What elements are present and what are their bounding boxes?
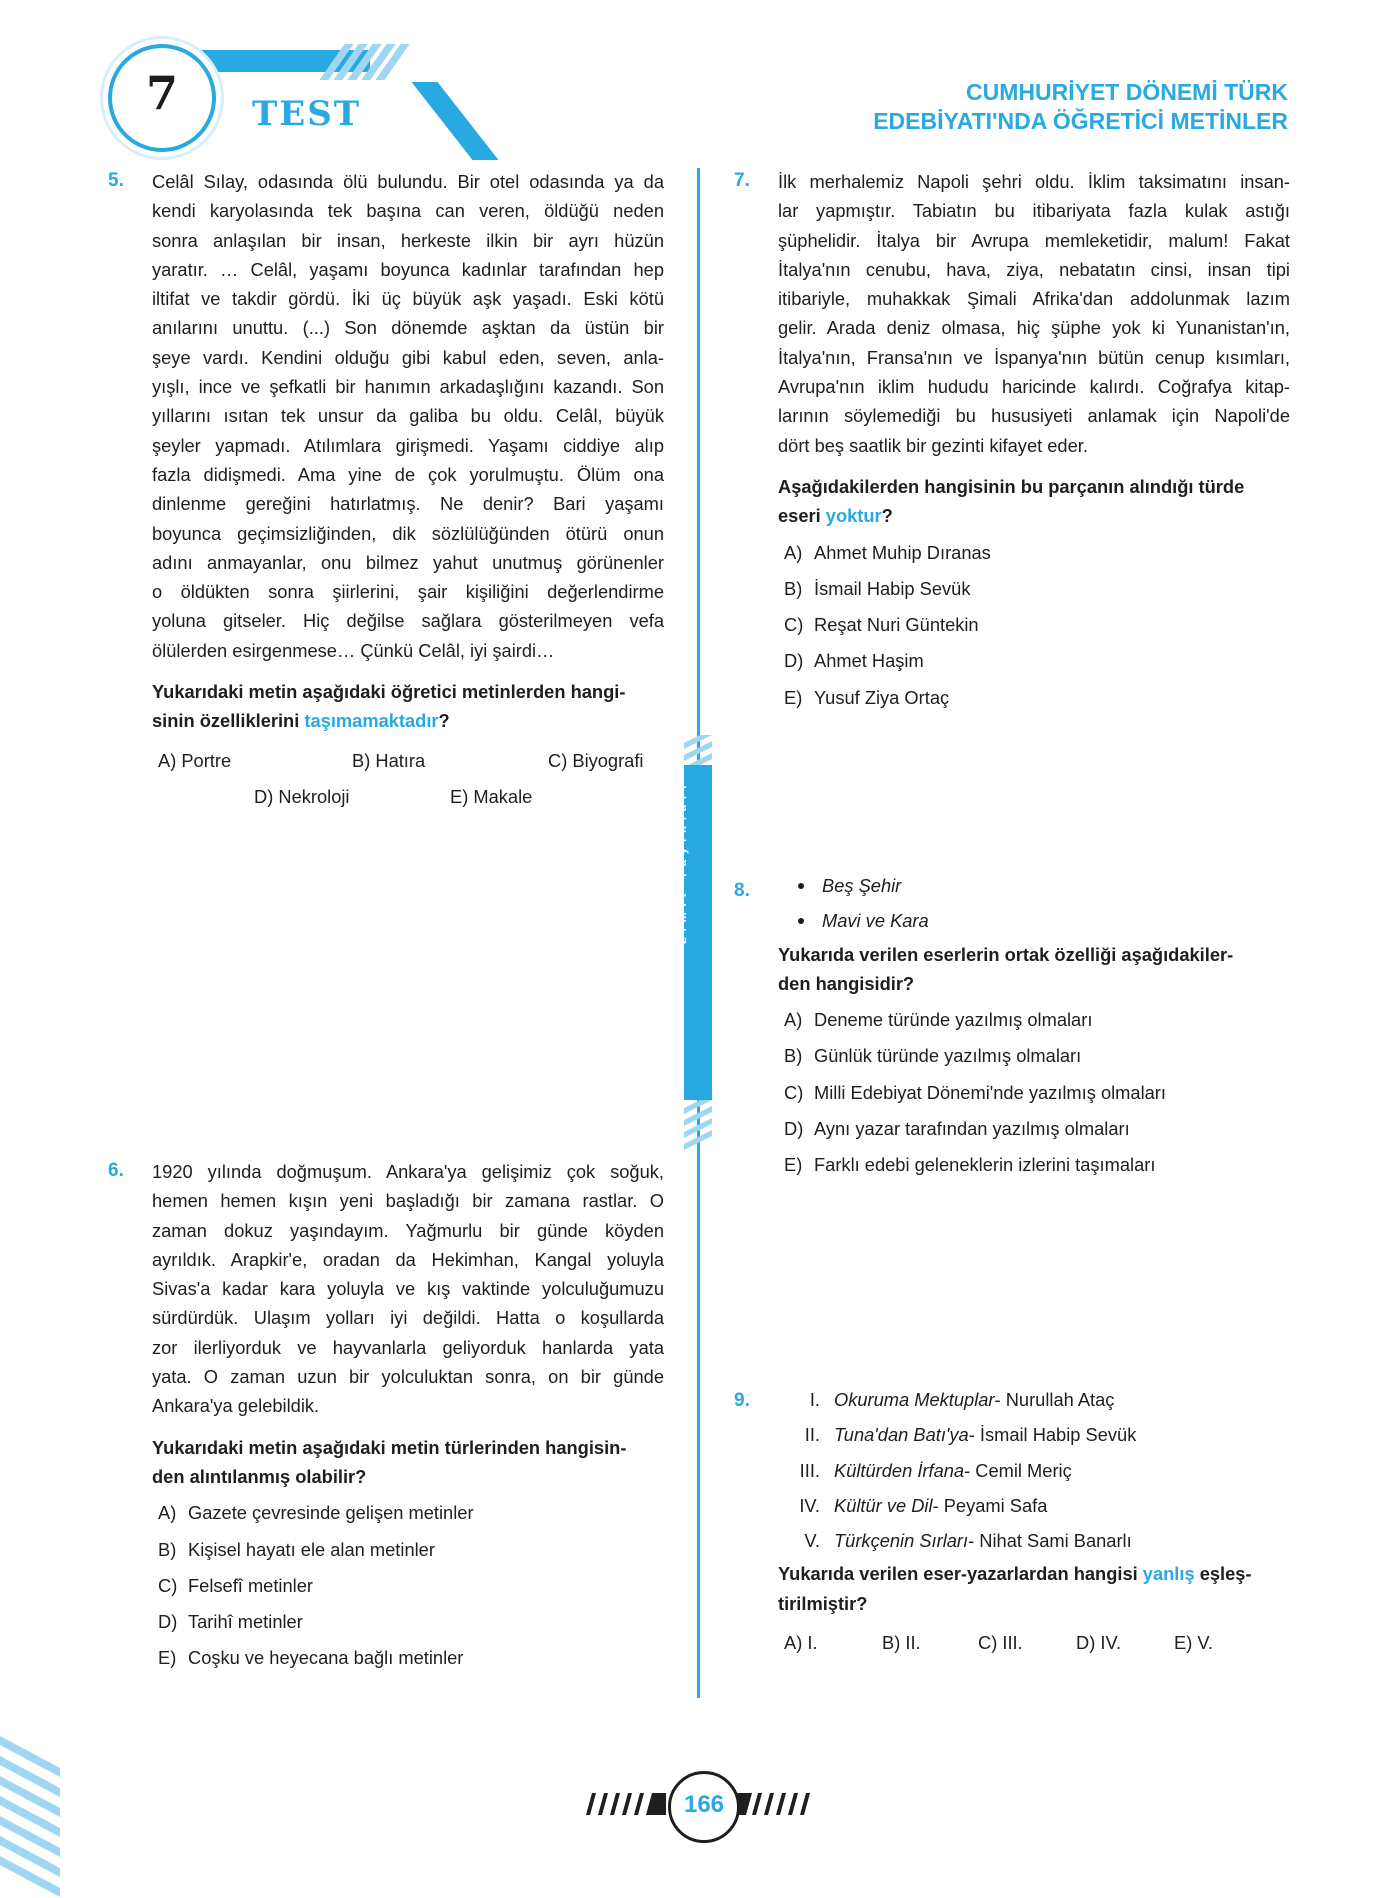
passage-line: İtalya'nın cenubu, hava, ziya, nebatatın cinsi, insan tipi bbox=[778, 258, 1290, 280]
stem-line bbox=[778, 1559, 1290, 1588]
match-item bbox=[778, 1456, 1290, 1485]
page-number-badge bbox=[668, 1771, 740, 1843]
question-5 bbox=[152, 167, 664, 816]
passage-line: yoluna gitseler. Hiç değilse sağlara gösterilmeyen vefa bbox=[152, 610, 664, 632]
passage-line: fazla didişmedi. Ama yine de çok yorulmuştu. Ölüm ona bbox=[152, 463, 664, 485]
option-letter: C) bbox=[158, 1574, 178, 1596]
work-title: Okuruma Mektuplar bbox=[834, 1389, 995, 1410]
work-title: Kültür ve Dil bbox=[834, 1494, 933, 1516]
stem-highlight: taşımamaktadır bbox=[304, 710, 439, 732]
passage-line: sürdürdük. Ulaşım yolları iyi değildi. Hatta o koşullarda bbox=[152, 1307, 664, 1329]
answer-option[interactable]: E) Makale bbox=[450, 785, 533, 807]
passage-line: yata. O zaman uzun bir yolculuktan sonra, on bir günde bbox=[152, 1366, 664, 1388]
question-5-stem bbox=[152, 677, 664, 736]
roman-numeral: IV. bbox=[799, 1494, 820, 1516]
answer-option[interactable] bbox=[778, 683, 1290, 712]
answer-option[interactable] bbox=[152, 1607, 664, 1636]
passage-line: larının söylemediği bu hususiyeti anlamak için Napoli'de bbox=[778, 405, 1290, 427]
author-name: - Peyami Safa bbox=[932, 1494, 1048, 1516]
passage-line: kendi karyolasında tek başına can veren, öldüğü neden bbox=[152, 200, 664, 222]
option-text: Tarihî metinler bbox=[188, 1611, 303, 1633]
question-6-passage bbox=[152, 1157, 664, 1421]
answer-option[interactable] bbox=[152, 1643, 664, 1672]
bullet-item bbox=[778, 871, 1290, 900]
question-9 bbox=[778, 1385, 1290, 1664]
stem-line bbox=[152, 706, 664, 735]
option-letter: E) bbox=[784, 1154, 803, 1176]
question-8-stem bbox=[778, 940, 1290, 999]
test-number-badge bbox=[108, 44, 216, 152]
answer-option[interactable] bbox=[778, 646, 1290, 675]
answer-option[interactable] bbox=[152, 1535, 664, 1564]
option-text: Ahmet Haşim bbox=[814, 650, 924, 672]
match-item bbox=[778, 1420, 1290, 1449]
question-5-passage bbox=[152, 167, 664, 665]
question-6 bbox=[152, 1157, 664, 1673]
passage-line: şeye vardı. Kendini olduğu gibi kabul eden, seven, anla- bbox=[152, 346, 664, 368]
passage-line: yaratır. … Celâl, yaşamı boyunca kadınlar tarafından hep bbox=[152, 258, 664, 280]
roman-numeral: III. bbox=[799, 1459, 820, 1481]
header-diagonal-bar bbox=[412, 82, 499, 160]
option-letter: A) bbox=[784, 1009, 803, 1031]
match-item bbox=[778, 1385, 1290, 1414]
question-number: 6. bbox=[108, 1160, 124, 1181]
option-letter: E) bbox=[784, 686, 803, 708]
passage-line: hemen hemen kışın yeni başladığı bir zamana rastlar. O bbox=[152, 1190, 664, 1212]
answer-option[interactable] bbox=[152, 1498, 664, 1527]
stem-text: eseri bbox=[778, 505, 826, 527]
passage-line: yışlı, ince ve şefkatli bir hanımın arkadaşlığını kazandı. Son bbox=[152, 376, 664, 398]
work-title: Kültürden İrfana bbox=[834, 1459, 965, 1481]
work-title: Türkçenin Sırları bbox=[834, 1530, 969, 1552]
stem-line: den alıntılanmış olabilir? bbox=[152, 1465, 367, 1487]
option-text: Felsefî metinler bbox=[188, 1574, 313, 1596]
option-letter: C) bbox=[784, 1081, 804, 1103]
stem-text: sinin özelliklerini bbox=[152, 710, 305, 732]
stem-highlight: yanlış bbox=[1142, 1563, 1195, 1585]
passage-line: şeyler yapmadı. Atılımlara girişmedi. Yaşamı ciddiye alıp bbox=[152, 434, 664, 456]
passage-line: anılarını unuttu. (...) Son dönemde aşktan da üstün bir bbox=[152, 317, 664, 339]
option-text: Farklı edebi geleneklerin izlerini taşımaları bbox=[814, 1154, 1156, 1176]
option-text: Gazete çevresinde gelişen metinler bbox=[188, 1502, 474, 1524]
bullet-text: Beş Şehir bbox=[822, 875, 902, 896]
page-number: 166 bbox=[683, 1791, 725, 1818]
stem-highlight: yoktur bbox=[825, 505, 882, 527]
question-7 bbox=[778, 167, 1290, 712]
author-name: - İsmail Habip Sevük bbox=[968, 1424, 1137, 1446]
side-stripes bbox=[684, 1100, 712, 1155]
question-6-stem bbox=[152, 1433, 664, 1492]
passage-line: İlk merhalemiz Napoli şehri oldu. İklim taksimatını insan- bbox=[778, 171, 1290, 192]
option-letter: D) bbox=[158, 1611, 178, 1633]
passage-line: zaman dokuz yaşındayım. Yağmurlu bir günde köyden bbox=[152, 1219, 664, 1241]
passage-line: ayrıldık. Arapkir'e, oradan da Hekimhan, Kangal yoluyla bbox=[152, 1248, 664, 1270]
question-number: 7. bbox=[734, 170, 750, 191]
passage-line: zor ilerliyorduk ve hayvanlarla geliyorduk hanlarda yata bbox=[152, 1336, 664, 1358]
stem-text: eşleş- bbox=[1194, 1563, 1252, 1585]
answer-option[interactable]: D) IV. bbox=[1076, 1632, 1122, 1654]
stem-line: tirilmiştir? bbox=[778, 1592, 868, 1614]
option-letter: D) bbox=[784, 1118, 804, 1140]
author-name: - Nihat Sami Banarlı bbox=[968, 1530, 1132, 1552]
option-letter: B) bbox=[158, 1538, 177, 1560]
passage-line: boyunca geçimsizliğinden, dik sözlülüğünden ötürü onun bbox=[152, 522, 664, 544]
answer-option[interactable] bbox=[778, 538, 1290, 567]
answer-option[interactable]: A) Portre bbox=[158, 749, 232, 771]
question-5-options bbox=[152, 746, 664, 816]
question-number: 8. bbox=[734, 880, 750, 901]
question-7-stem bbox=[778, 472, 1290, 531]
bullet-dot bbox=[798, 918, 804, 924]
page-title bbox=[873, 78, 1288, 136]
test-label: TEST bbox=[252, 94, 362, 134]
option-text: Ahmet Muhip Dıranas bbox=[814, 541, 991, 563]
test-number: 7 bbox=[145, 66, 178, 120]
option-text: Milli Edebiyat Dönemi'nde yazılmış olmaları bbox=[814, 1081, 1166, 1103]
stem-text: ? bbox=[438, 710, 450, 732]
answer-option[interactable] bbox=[778, 1041, 1290, 1070]
passage-line: Ankara'ya gelebildik. bbox=[152, 1395, 320, 1417]
stem-line: den hangisidir? bbox=[778, 972, 915, 994]
passage-line: Avrupa'nın iklim hududu haricinde kalırdı. Coğrafya kitap- bbox=[778, 376, 1290, 398]
author-name: - Nurullah Ataç bbox=[994, 1389, 1115, 1410]
answer-option[interactable]: C) Biyografi bbox=[548, 749, 644, 771]
bullet-dot bbox=[798, 883, 804, 889]
option-letter: B) bbox=[784, 1045, 803, 1067]
answer-option[interactable]: B) Hatıra bbox=[352, 749, 426, 771]
answer-option[interactable] bbox=[778, 574, 1290, 603]
passage-line: şüphelidir. İtalya bir Avrupa memleketidir, malum! Fakat bbox=[778, 229, 1290, 251]
option-text: Kişisel hayatı ele alan metinler bbox=[188, 1538, 435, 1560]
answer-option[interactable] bbox=[778, 1150, 1290, 1179]
roman-numeral: I. bbox=[809, 1389, 820, 1410]
passage-line: yıllarını ısıtan tek unsur da galiba bu oldu. Celâl, büyük bbox=[152, 405, 664, 427]
question-9-items bbox=[778, 1385, 1290, 1555]
passage-line: ölülerden esirgenmese… Çünkü Celâl, iyi şairdi… bbox=[152, 639, 555, 661]
question-9-options bbox=[778, 1628, 1290, 1664]
answer-option[interactable]: D) Nekroloji bbox=[254, 785, 350, 807]
question-6-options bbox=[152, 1498, 664, 1672]
option-text: Deneme türünde yazılmış olmaları bbox=[814, 1009, 1093, 1031]
roman-numeral: V. bbox=[804, 1530, 820, 1552]
passage-line: adını anmayanlar, onu bilmez yahut unutmuş görünenler bbox=[152, 551, 664, 573]
option-text: Günlük türünde yazılmış olmaları bbox=[814, 1045, 1082, 1067]
passage-line: 1920 yılında doğmuşum. Ankara'ya gelişimiz çok soğuk, bbox=[152, 1161, 664, 1182]
match-item bbox=[778, 1526, 1290, 1555]
answer-option[interactable]: B) II. bbox=[882, 1632, 921, 1654]
passage-line: Celâl Sılay, odasında ölü bulundu. Bir otel odasında ya da bbox=[152, 171, 664, 192]
answer-option[interactable] bbox=[778, 1005, 1290, 1034]
passage-line: Sivas'a kadar kara yoluyla ve kış vaktinde yolculuğumuzu bbox=[152, 1278, 664, 1300]
author-name: - Cemil Meriç bbox=[964, 1459, 1072, 1481]
passage-line: o öldükten sonra şiirlerini, şair kişiliğini değerlendirme bbox=[152, 581, 664, 603]
passage-line: itibariyle, muhakkak Şimali Afrika'dan addolunmak lazım bbox=[778, 288, 1290, 310]
work-title: Tuna'dan Batı'ya bbox=[834, 1424, 969, 1446]
answer-option[interactable]: E) V. bbox=[1174, 1632, 1213, 1654]
question-7-passage bbox=[778, 167, 1290, 460]
question-9-stem bbox=[778, 1559, 1290, 1618]
answer-option[interactable] bbox=[778, 1114, 1290, 1143]
option-letter: E) bbox=[158, 1647, 177, 1669]
answer-option[interactable] bbox=[778, 1078, 1290, 1107]
question-number: 9. bbox=[734, 1390, 750, 1411]
passage-line: gelir. Arada deniz olmasa, hiç şüphe yok ki Yunanistan'ın, bbox=[778, 317, 1290, 339]
option-letter: C) bbox=[784, 614, 804, 636]
page-title-line: CUMHURİYET DÖNEMİ TÜRK bbox=[966, 79, 1288, 105]
stem-line: Aşağıdakilerden hangisinin bu parçanın alındığı türde bbox=[778, 475, 1245, 497]
answer-option[interactable] bbox=[778, 610, 1290, 639]
option-letter: D) bbox=[784, 650, 804, 672]
passage-line: sonra anlaşılan bir insan, herkeste ilkin bir ayrı hüzün bbox=[152, 229, 664, 251]
page-title-line: EDEBİYATI'NDA ÖĞRETİCİ METİNLER bbox=[873, 108, 1288, 134]
passage-line: dinlenme gereğini hatırlatmış. Ne denir? Bari yaşamı bbox=[152, 493, 664, 515]
passage-line: iltifat ve takdir gördü. İki üç büyük aşk yaşadı. Eski kötü bbox=[152, 288, 664, 310]
option-letter: A) bbox=[158, 1502, 177, 1524]
bullet-text: Mavi ve Kara bbox=[822, 910, 929, 932]
stem-line: Yukarıdaki metin aşağıdaki öğretici metinlerden hangi- bbox=[152, 681, 626, 703]
stem-line: Yukarıda verilen eserlerin ortak özelliği aşağıdakiler- bbox=[778, 943, 1234, 965]
option-text: Reşat Nuri Güntekin bbox=[814, 614, 979, 636]
option-letter: B) bbox=[784, 577, 803, 599]
passage-line: dört beş saatlik bir gezinti kifayet eder. bbox=[778, 434, 1088, 456]
stem-text: Yukarıda verilen eser-yazarlardan hangisi bbox=[778, 1563, 1143, 1585]
answer-option[interactable]: C) III. bbox=[978, 1632, 1023, 1654]
passage-line: İtalya'nın, Fransa'nın ve İspanya'nın bütün cenup kısımları, bbox=[778, 346, 1290, 368]
stem-line: Yukarıdaki metin aşağıdaki metin türlerinden hangisin- bbox=[152, 1436, 627, 1458]
bullet-item bbox=[778, 906, 1290, 935]
question-8-options bbox=[778, 1005, 1290, 1179]
answer-option[interactable] bbox=[152, 1571, 664, 1600]
answer-option[interactable]: A) I. bbox=[784, 1632, 818, 1654]
question-number: 5. bbox=[108, 170, 124, 191]
publisher-side-label: Limit Yayınları bbox=[677, 779, 689, 944]
stem-line bbox=[778, 501, 1290, 530]
question-8 bbox=[778, 871, 1290, 1180]
passage-line: lar yapmıştır. Tabiatın bu itibariyata fazla kulak astığı bbox=[778, 200, 1290, 222]
option-text: Yusuf Ziya Ortaç bbox=[814, 686, 950, 708]
option-text: İsmail Habip Sevük bbox=[814, 577, 971, 599]
roman-numeral: II. bbox=[804, 1424, 820, 1446]
option-text: Coşku ve heyecana bağlı metinler bbox=[188, 1647, 464, 1669]
stem-text: ? bbox=[881, 505, 893, 527]
option-text: Aynı yazar tarafından yazılmış olmaları bbox=[814, 1118, 1130, 1140]
option-letter: A) bbox=[784, 541, 803, 563]
match-item bbox=[778, 1491, 1290, 1520]
question-7-options bbox=[778, 538, 1290, 712]
